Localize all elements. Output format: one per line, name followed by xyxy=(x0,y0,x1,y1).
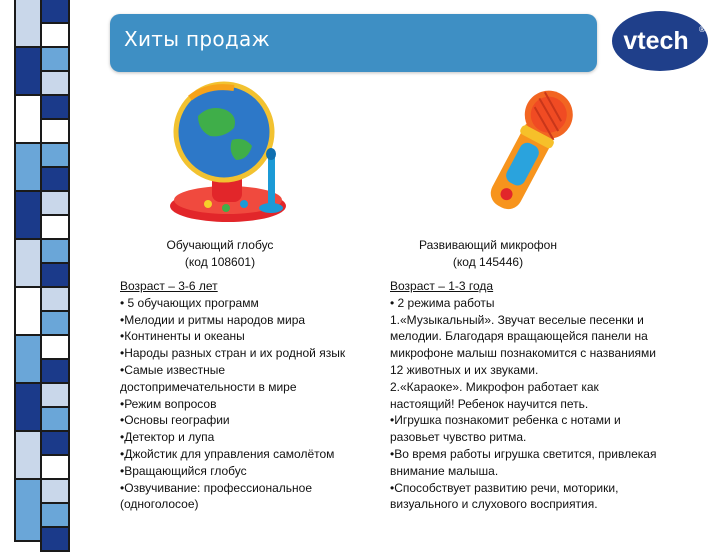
stripe-cell xyxy=(40,454,70,480)
stripe-cell xyxy=(40,0,70,24)
feature-line: 2.«Караоке». Микрофон работает как xyxy=(390,379,599,394)
stripe-cell xyxy=(14,238,42,288)
stripe-cell xyxy=(14,46,42,96)
logo-registered-mark: ® xyxy=(698,25,706,34)
stripe-cell xyxy=(40,502,70,528)
stripe-cell xyxy=(40,382,70,408)
feature-line: •Мелодии и ритмы народов мира xyxy=(120,312,306,327)
feature-line: микрофоне малыш познакомится с названиями xyxy=(390,346,656,361)
stripe-cell xyxy=(40,430,70,456)
stripe-cell xyxy=(40,46,70,72)
stripe-cell xyxy=(14,0,42,48)
product-description-globe xyxy=(120,278,380,513)
stripe-cell xyxy=(40,94,70,120)
feature-line: •Во время работы игрушка светится, привлекая xyxy=(390,446,657,461)
stripe-cell xyxy=(40,238,70,264)
feature-line: (одноголосое) xyxy=(120,497,199,512)
product-caption-microphone xyxy=(378,237,598,271)
stripe-cell xyxy=(40,478,70,504)
feature-line: мелодии. Благодаря вращающейся панели на xyxy=(390,329,648,344)
stripe-cell xyxy=(40,358,70,384)
age-range: Возраст – 3-6 лет xyxy=(120,279,218,293)
stripe-cell xyxy=(14,286,42,336)
stripe-cell xyxy=(40,526,70,552)
stripe-cell xyxy=(40,142,70,168)
stripe-cell xyxy=(40,214,70,240)
feature-line: •Способствует развитию речи, моторики, xyxy=(390,480,619,495)
feature-line: достопримечательности в мире xyxy=(120,379,297,394)
stripe-cell xyxy=(14,94,42,144)
product-name: Развивающий микрофон xyxy=(419,238,557,252)
feature-line: разовьет чувство ритма. xyxy=(390,430,527,445)
feature-line: •Континенты и океаны xyxy=(120,329,245,344)
feature-line: •Джойстик для управления самолётом xyxy=(120,446,335,461)
stripe-cell xyxy=(14,382,42,432)
feature-line: •Народы разных стран и их родной язык xyxy=(120,346,346,361)
stripe-cell xyxy=(40,118,70,144)
stripe-cell xyxy=(40,286,70,312)
feature-line: внимание малыша. xyxy=(390,463,499,478)
microphone-toy-image xyxy=(474,84,584,224)
logo-text: vtech xyxy=(623,27,689,55)
feature-line: •Игрушка познакомит ребенка с нотами и xyxy=(390,413,621,428)
product-code: (код 108601) xyxy=(184,255,256,269)
feature-line: •Самые известные xyxy=(120,362,226,377)
vtech-logo xyxy=(608,8,712,74)
stripe-cell xyxy=(14,190,42,240)
stripe-cell xyxy=(14,478,42,542)
page-title: Хиты продаж xyxy=(124,27,270,51)
stripe-cell xyxy=(40,166,70,192)
feature-line: •Основы географии xyxy=(120,413,230,428)
globe-toy-image xyxy=(168,76,296,226)
decorative-stripe xyxy=(0,0,72,540)
feature-line: •Озвучивание: профессиональное xyxy=(120,480,312,495)
product-caption-globe xyxy=(110,237,330,271)
stripe-cell xyxy=(40,334,70,360)
product-description-microphone xyxy=(390,278,690,513)
stripe-cell xyxy=(14,142,42,192)
feature-line: визуального и слухового восприятия. xyxy=(390,497,598,512)
stripe-cell xyxy=(40,70,70,96)
feature-line: 1.«Музыкальный». Звучат веселые песенки и xyxy=(390,312,644,327)
stripe-cell xyxy=(40,190,70,216)
stripe-cell xyxy=(40,310,70,336)
feature-line: • 5 обучающих программ xyxy=(120,295,259,310)
feature-line: •Вращающийся глобус xyxy=(120,463,247,478)
stripe-cell xyxy=(40,22,70,48)
product-code: (код 145446) xyxy=(452,255,524,269)
stripe-cell xyxy=(14,430,42,480)
stripe-cell xyxy=(40,262,70,288)
product-name: Обучающий глобус xyxy=(166,238,274,252)
feature-line: •Детектор и лупа xyxy=(120,430,215,445)
feature-line: 12 животных и их звуками. xyxy=(390,362,539,377)
feature-line: • 2 режима работы xyxy=(390,295,495,310)
stripe-cell xyxy=(40,406,70,432)
feature-line: настоящий! Ребенок научится петь. xyxy=(390,396,589,411)
age-range: Возраст – 1-3 года xyxy=(390,279,494,293)
feature-line: •Режим вопросов xyxy=(120,396,217,411)
title-bar xyxy=(110,14,597,72)
stripe-cell xyxy=(14,334,42,384)
